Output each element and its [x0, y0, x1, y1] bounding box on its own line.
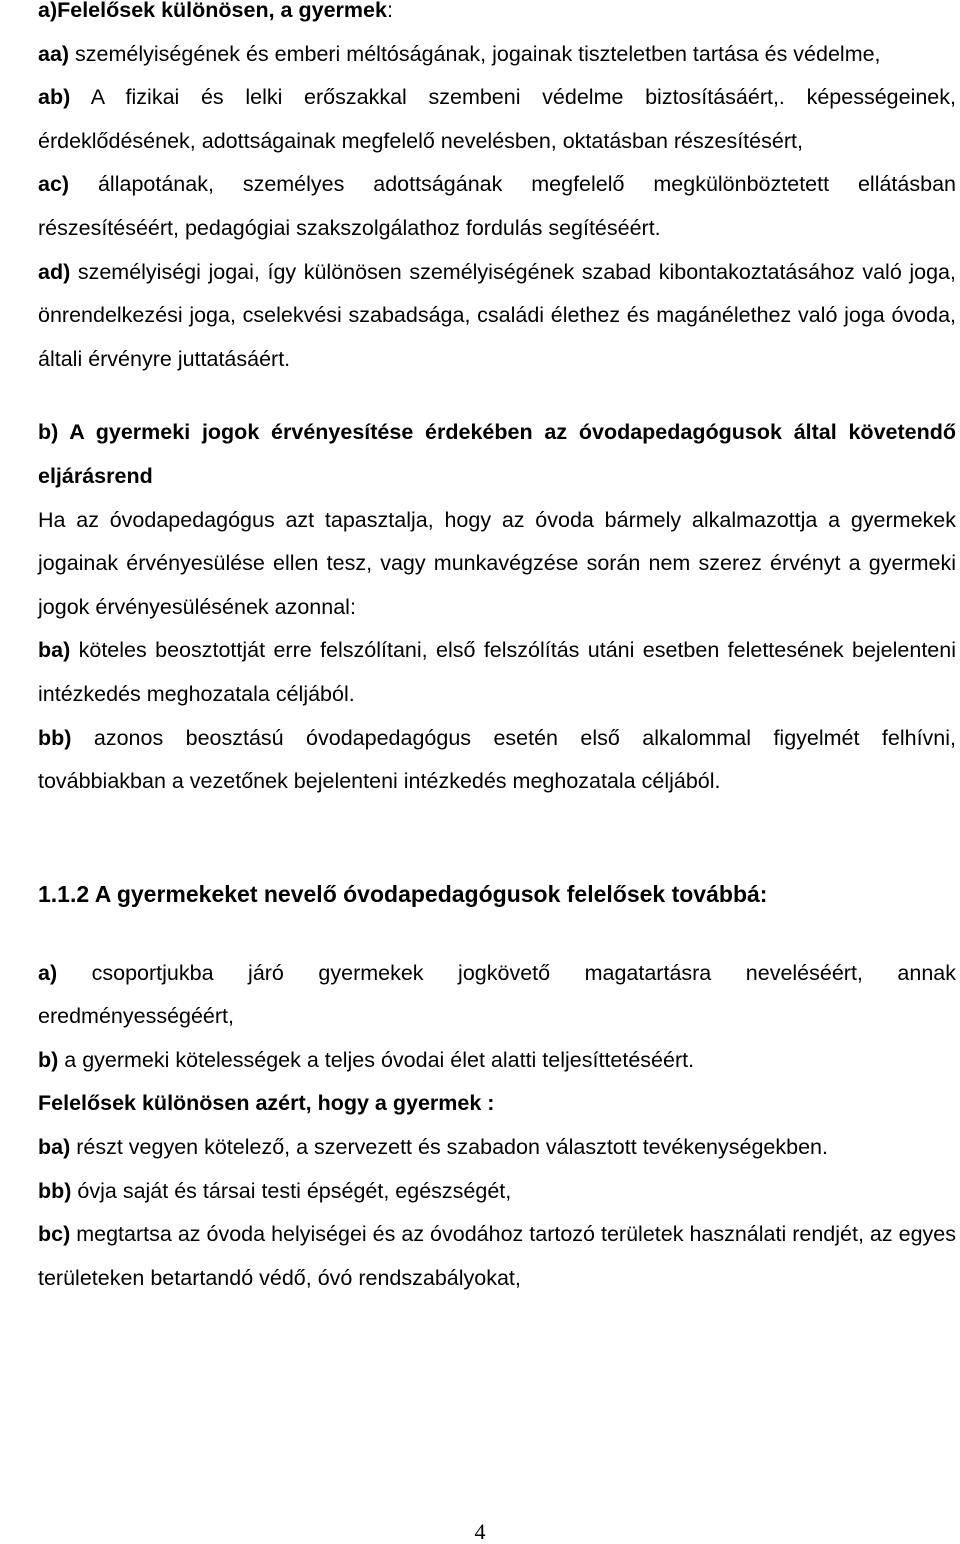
item-112-bc-label: bc)	[38, 1222, 71, 1247]
item-ad	[38, 251, 956, 382]
item-b-ba-text: köteles beosztottját erre felszólítani, első felszólítás utáni esetben felettesének bejelenteni intézkedés meghozatala céljából.	[38, 638, 956, 706]
item-112-bb-label: bb)	[38, 1178, 72, 1203]
item-112-a-text: csoportjukba járó gyermekek jogkövető magatartásra neveléséért, annak eredményességéért,	[38, 960, 956, 1029]
item-112-a-label: a)	[38, 960, 58, 985]
item-ac	[38, 163, 956, 250]
item-ac-text: állapotának, személyes adottságának megfelelő megkülönböztetett ellátásban részesítéséért, pedagógiai szakszolgálathoz fordulás segítéséért.	[38, 172, 956, 240]
item-b-bb-text: azonos beosztású óvodapedagógus esetén első alkalommal figyelmét felhívni, továbbiakban a vezetőnek bejelenteni intézkedés meghozatala céljából.	[38, 725, 956, 794]
item-112-ba-text: részt vegyen kötelező, a szervezett és szabadon választott tevékenységekben.	[70, 1135, 828, 1160]
item-ab-text: A fizikai és lelki erőszakkal szembeni védelme biztosításáért,. képességeinek, érdeklődésének, adottságainak megfelelő nevelésben, oktatásban részesítésért,	[38, 85, 956, 153]
item-112-bb	[38, 1170, 956, 1214]
item-b-bb	[38, 717, 956, 804]
item-112-b	[38, 1039, 956, 1083]
page-number: 4	[474, 1519, 486, 1544]
item-b-bb-label: bb)	[38, 725, 72, 750]
item-112-ba	[38, 1126, 956, 1170]
item-112-b-text: a gyermeki kötelességek a teljes óvodai élet alatti teljesíttetéséért.	[58, 1047, 695, 1072]
section-112-subheading: Felelősek különösen azért, hogy a gyermek :	[38, 1091, 495, 1116]
item-aa-label: aa)	[38, 41, 70, 66]
item-aa-text: személyiségének és emberi méltóságának, jogainak tiszteletben tartása és védelme,	[69, 41, 881, 66]
document-page	[38, 0, 956, 1300]
item-ab	[38, 76, 956, 163]
item-ab-label: ab)	[38, 85, 71, 110]
item-112-bb-text: óvja saját és társai testi épségét, egészségét,	[71, 1178, 512, 1203]
item-b-ba	[38, 629, 956, 716]
item-ad-text: személyiségi jogai, így különösen személyiségének szabad kibontakoztatásához való joga, önrendelkezési joga, cselekvési szabadsága, családi élethez és magánélethez való joga óvoda, általi érvényre juttatásáért.	[38, 259, 956, 371]
item-112-a	[38, 952, 956, 1039]
item-aa	[38, 33, 956, 77]
section-112-heading: 1.1.2 A gyermekeket nevelő óvodapedagógusok felelősek továbbá:	[38, 880, 768, 907]
item-ac-label: ac)	[38, 172, 70, 197]
section-a-intro-label: a)Felelősek különösen, a gyermek	[38, 0, 387, 22]
item-112-b-label: b)	[38, 1047, 59, 1072]
section-b-body: Ha az óvodapedagógus azt tapasztalja, hogy az óvoda bármely alkalmazottja a gyermekek jogainak érvényesülése ellen tesz, vagy munkavégzése során nem szerez érvényt a gyermeki jogok érvényesülésének azonnal:	[38, 507, 956, 619]
section-b-heading: b) A gyermeki jogok érvényesítése érdekében az óvodapedagógusok által követendő eljárásrend	[38, 420, 956, 488]
item-112-ba-label: ba)	[38, 1135, 71, 1160]
item-ad-label: ad)	[38, 259, 71, 284]
item-112-bc-text: megtartsa az óvoda helyiségei és az óvodához tartozó területek használati rendjét, az egyes területeken betartandó védő, óvó rendszabályokat,	[38, 1222, 956, 1290]
item-b-ba-label: ba)	[38, 638, 71, 663]
section-a-intro: a)Felelősek különösen, a gyermek:	[38, 0, 393, 22]
item-112-bc	[38, 1213, 956, 1300]
